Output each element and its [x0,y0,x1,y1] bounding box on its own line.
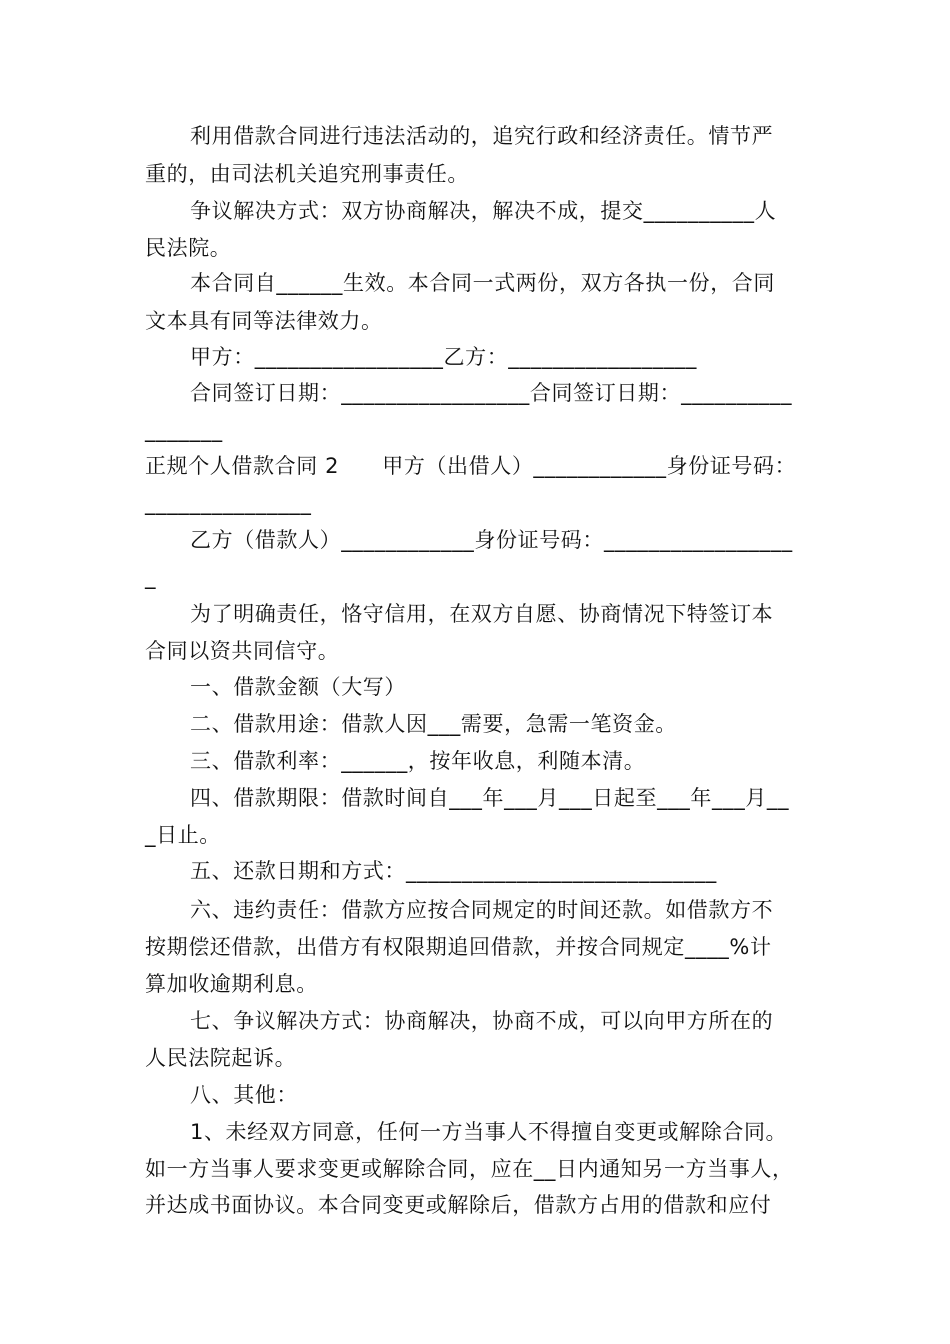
text-line: 合同以资共同信守。 [145,639,340,663]
text-line: _日止。 [145,823,221,847]
text-line: 如一方当事人要求变更或解除合同，应在__日内通知另一方当事人， [145,1157,794,1181]
text-line: 为了明确责任，恪守信用，在双方自愿、协商情况下特签订本 [190,602,774,626]
text-line: _______________ [145,491,312,515]
text-line: 本合同自______生效。本合同一式两份，双方各执一份，合同 [190,271,775,295]
text-line: 合同签订日期：_________________合同签订日期：__________ [190,381,793,405]
text-line: 八、其他： [190,1083,298,1107]
text-line: 六、违约责任：借款方应按合同规定的时间还款。如借款方不 [190,898,774,922]
text-line: 重的，由司法机关追究刑事责任。 [145,162,469,186]
text-line: 五、还款日期和方式：____________________________ [190,859,717,883]
text-line: _ [145,565,157,589]
text-line: 争议解决方式：双方协商解决，解决不成，提交__________人 [190,199,777,223]
text-line: 甲方：_________________乙方：_________________ [190,345,697,369]
text-line: 二、借款用途：借款人因___需要，急需一笔资金。 [190,712,677,736]
section-heading-line: 正规个人借款合同 2 甲方（出借人）____________身份证号码： [145,454,797,478]
text-line: 民法院。 [145,236,232,260]
text-line: 按期偿还借款，出借方有权限期追回借款，并按合同规定____%计 [145,935,772,959]
text-line: _______ [145,418,223,442]
text-line: 一、借款金额（大写） [190,675,406,699]
text-line: 七、争议解决方式：协商解决，协商不成，可以向甲方所在的 [190,1009,774,1033]
text-line: 利用借款合同进行违法活动的，追究行政和经济责任。情节严 [190,124,774,148]
text-line: 四、借款期限：借款时间自___年___月___日起至___年___月__ [190,786,790,810]
text-line: 乙方（借款人）____________身份证号码：_________________ [190,528,793,552]
text-line: 三、借款利率：______，按年收息，利随本清。 [190,749,646,773]
text-line: 文本具有同等法律效力。 [145,309,383,333]
text-line: 人民法院起诉。 [145,1046,297,1070]
text-line: 并达成书面协议。本合同变更或解除后，借款方占用的借款和应付 [145,1193,772,1217]
text-line: 1、未经双方同意，任何一方当事人不得擅自变更或解除合同。 [190,1120,788,1144]
text-line: 算加收逾期利息。 [145,972,318,996]
